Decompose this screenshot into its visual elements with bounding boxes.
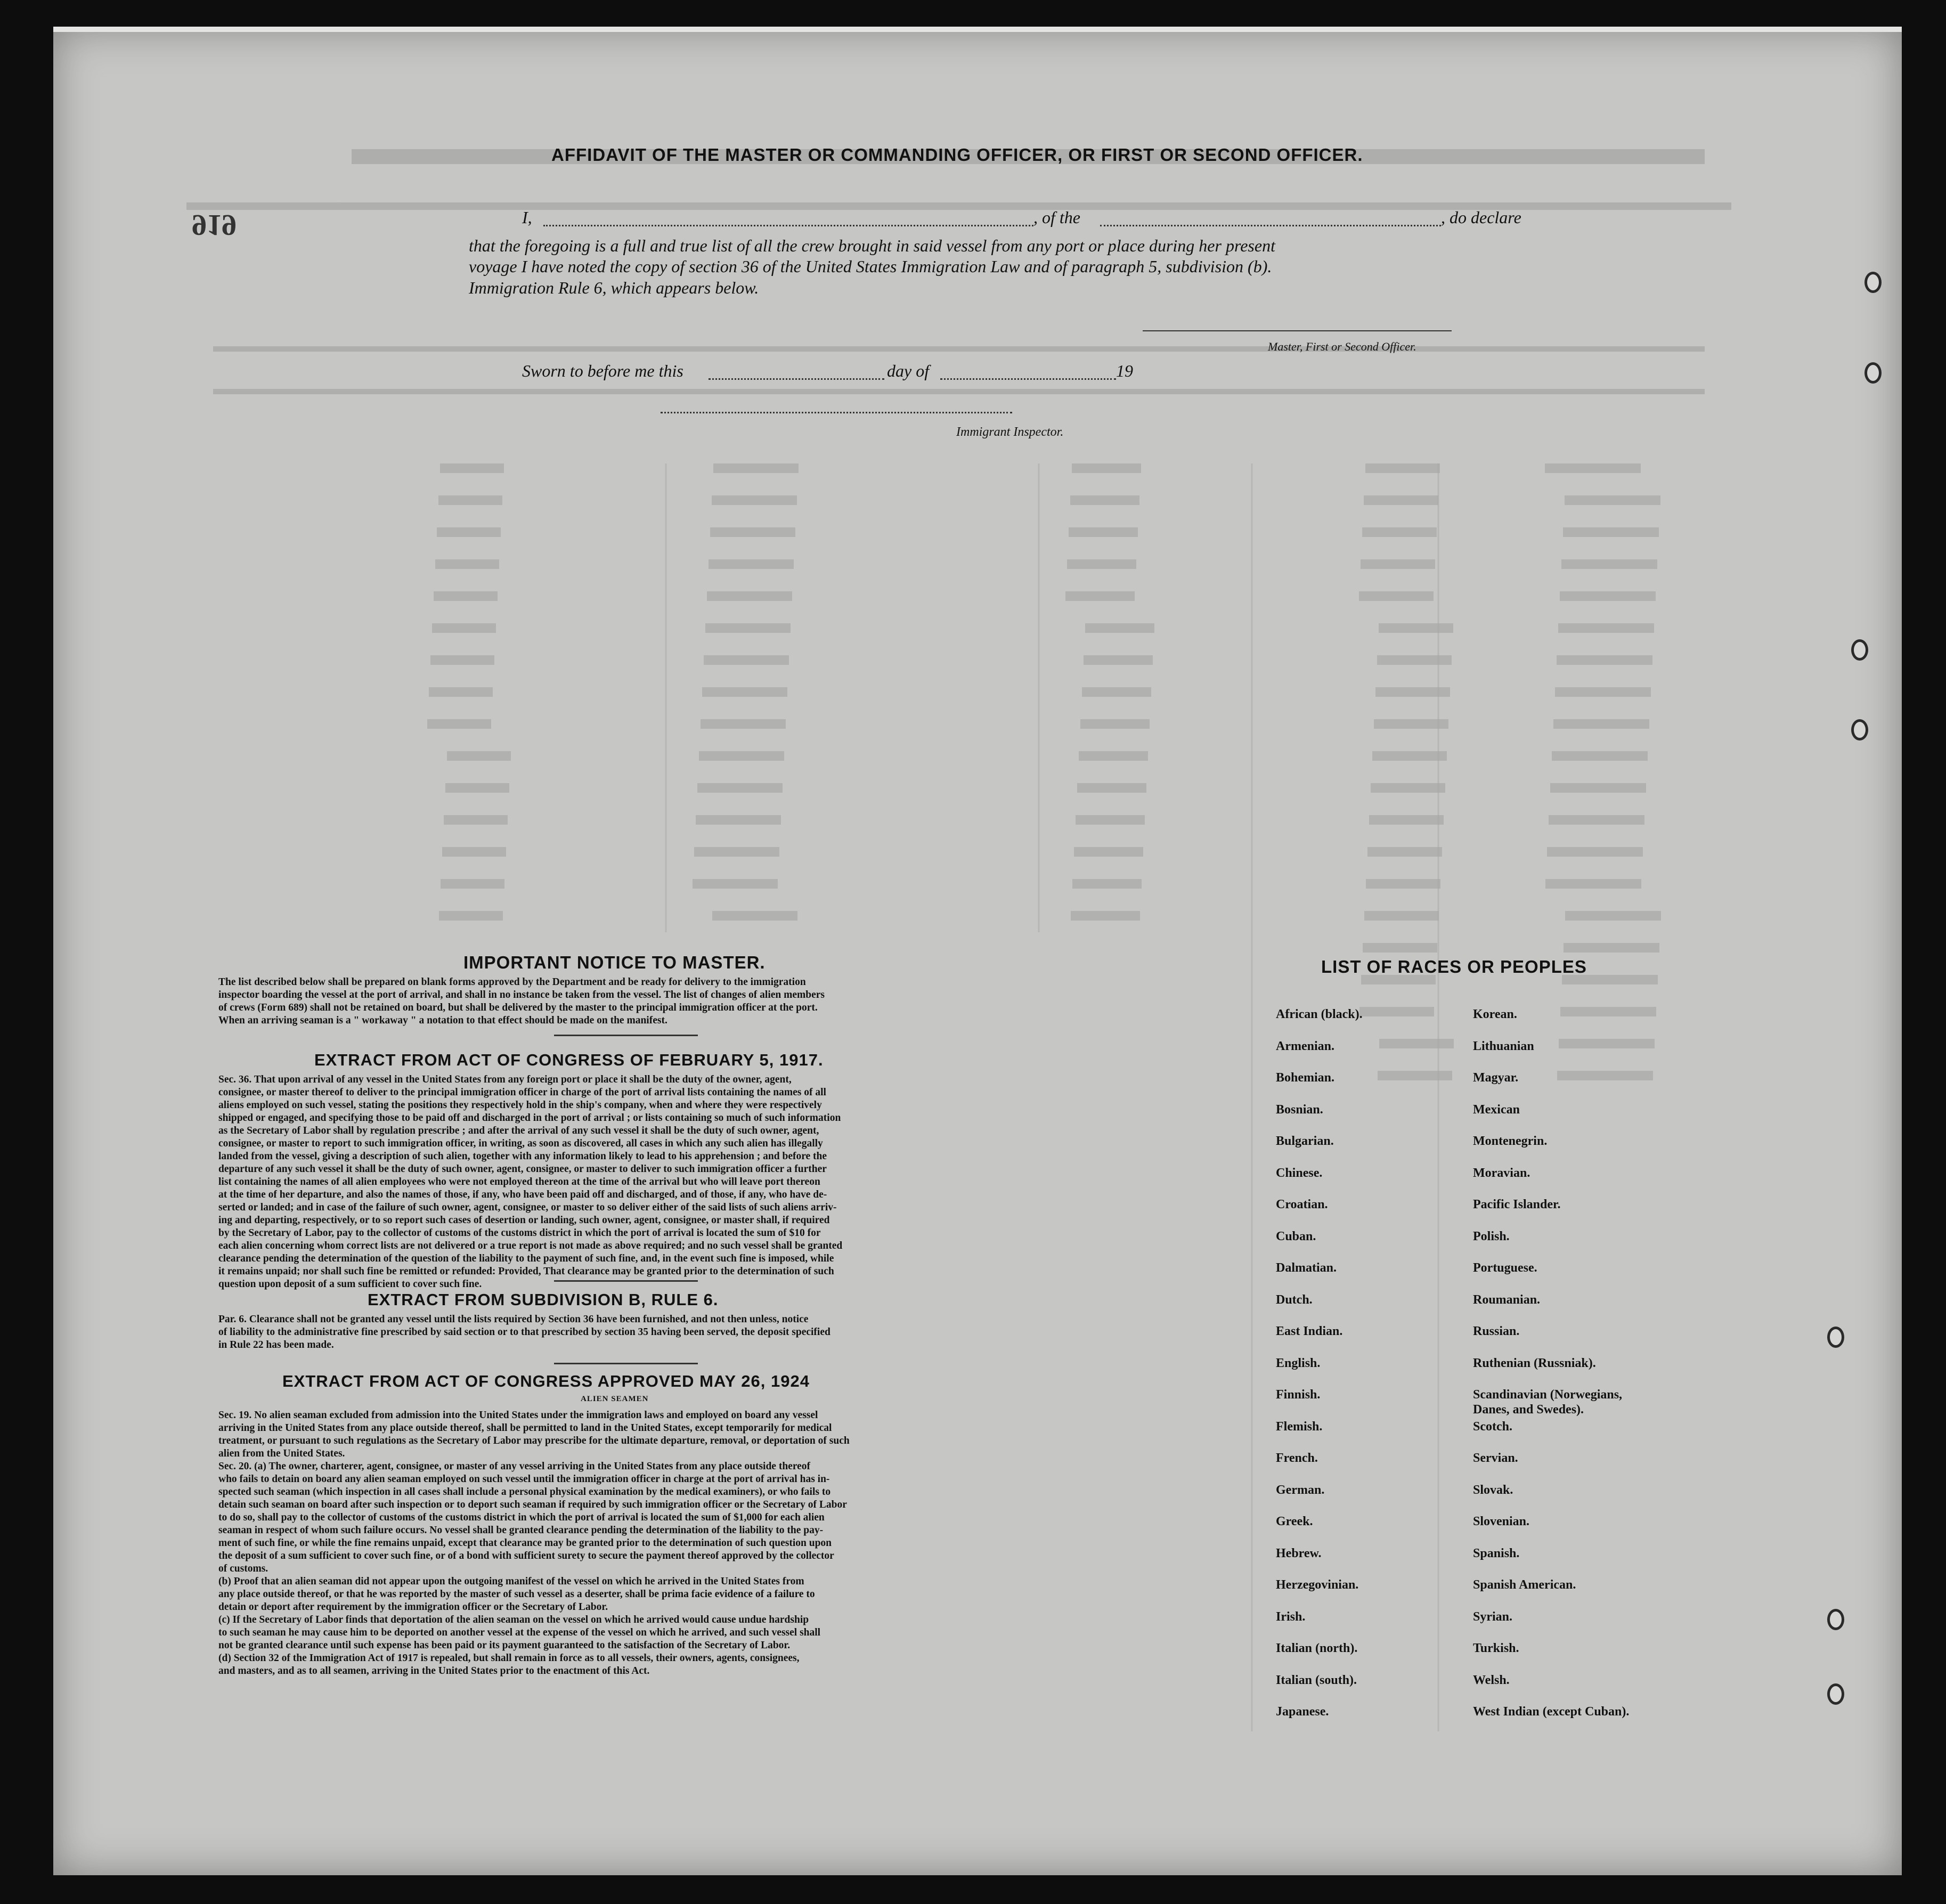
race-item: Bohemian. [1276, 1071, 1335, 1085]
race-item: East Indian. [1276, 1324, 1343, 1338]
extract-1924-title: EXTRACT FROM ACT OF CONGRESS APPROVED MAY 26, 1924 [282, 1372, 810, 1390]
extract-rule6-text: Par. 6. Clearance shall not be granted any vessel until the lists required by Section 36 have been furnished, and not then unless, notice of liability to the administrative fine prescribed by said section or to that prescribed by section 35 having been served, the deposit specified in Rule 22 has been made. [218, 1314, 830, 1350]
punch-hole [1827, 1327, 1844, 1348]
race-item: Finnish. [1276, 1388, 1321, 1402]
race-item: Portuguese. [1473, 1261, 1537, 1275]
race-item: French. [1276, 1451, 1318, 1465]
race-item: Spanish American. [1473, 1578, 1576, 1592]
race-item: Croatian. [1276, 1198, 1328, 1211]
race-item: Cuban. [1276, 1229, 1316, 1243]
master-signature-line [1143, 330, 1452, 331]
race-item: Roumanian. [1473, 1292, 1541, 1307]
race-item: Polish. [1473, 1229, 1510, 1243]
year-prefix: 19 [1116, 361, 1133, 380]
affidavit-line-4: Immigration Rule 6, which appears below. [469, 278, 759, 297]
name-blank-line [543, 225, 1033, 226]
race-item: Italian (north). [1276, 1641, 1358, 1655]
race-item: Bulgarian. [1276, 1134, 1334, 1148]
extract-1924-subtitle: ALIEN SEAMEN [581, 1395, 649, 1403]
affidavit-i: I, [522, 208, 532, 227]
punch-hole [1864, 362, 1882, 384]
race-item: Dutch. [1276, 1292, 1313, 1307]
race-item: Russian. [1473, 1324, 1520, 1338]
extract-rule6-title: EXTRACT FROM SUBDIVISION B, RULE 6. [368, 1290, 719, 1309]
separator [554, 1363, 698, 1364]
race-item: German. [1276, 1483, 1325, 1497]
race-item: Servian. [1473, 1451, 1518, 1465]
race-item: Italian (south). [1276, 1673, 1357, 1687]
inspector-signature-line [661, 412, 1012, 413]
race-item: Moravian. [1473, 1166, 1530, 1180]
race-item: English. [1276, 1356, 1321, 1370]
punch-hole [1864, 272, 1882, 293]
page-edge [53, 27, 1902, 32]
race-item: West Indian (except Cuban). [1473, 1705, 1630, 1719]
race-item: Chinese. [1276, 1166, 1323, 1180]
affidavit-title: AFFIDAVIT OF THE MASTER OR COMMANDING OFFICER, OR FIRST OR SECOND OFFICER. [551, 145, 1363, 165]
race-item: Ruthenian (Russniak). [1473, 1356, 1596, 1370]
punch-hole [1851, 639, 1868, 661]
inspector-label: Immigrant Inspector. [956, 425, 1064, 439]
marginal-number: 919 [192, 208, 237, 241]
vessel-blank-line [1100, 225, 1441, 226]
race-item: Slovenian. [1473, 1515, 1530, 1528]
punch-hole [1827, 1609, 1844, 1630]
race-item: Japanese. [1276, 1705, 1329, 1719]
race-item: Armenian. [1276, 1039, 1334, 1053]
race-item: Bosnian. [1276, 1102, 1323, 1117]
race-item: Syrian. [1473, 1609, 1513, 1624]
race-item: African (black). [1276, 1007, 1363, 1021]
affidavit-line-3: voyage I have noted the copy of section 36 of the United States Immigration Law and of paragraph 5, subdivision (b). [469, 257, 1272, 276]
extract-1917-text: Sec. 36. That upon arrival of any vessel in the United States from any foreign port or place it shall be the duty of the owner, agent, consignee, or master thereof to deliver to the principal immigration officer in charge of the port of arrival lists containing the names of all aliens employed on such vessel, stating the positions they respectively hold in the ship's company, when and where they were respectively shipped or engaged, and specifying those to be paid off and discharged in the port of arrival ; or lists containing so much of such information as the Secretary of Labor shall by regulation prescribe ; and after the arrival of any such vessel it shall be the duty of such owner, agent, consignee, or master to report to such immigration officer, in writing, as soon as discovered, all cases in which any such alien has illegally landed from the vessel, giving a description of such alien, together with any information likely to lead to his apprehension ; and before the departure of any such vessel it shall be the duty of such owner, agent, consignee, or master to deliver to such immigration officer a further list containing the names of all alien employees who were not employed thereon at the time of the arrival but who will leave port thereon at the time of her departure, and also the names of those, if any, who have been paid off and discharged, and of those, if any, who have de- serted or landed; and in case of the failure of such owner, agent, consignee, or master to so deliver either of the said lists of such aliens arriv- ing and departing, respectively, or to so report such cases of desertion or landing, such owner, agent, consignee, or master shall, if required by the Secretary of Labor, pay to the collector of customs of the customs district in which the port of arrival is located the sum of $10 for each alien concerning whom correct lists are not delivered or a true report is not made as above required; and no such vessel shall be granted clearance pending the determination of the question of the liability to the payment of such fine, and, in the event such fine is imposed, while it remains unpaid; nor shall such fine be remitted or refunded: Provided, That clearance may be granted prior to the determination of such question upon deposit of a sum sufficient to cover such fine. [218, 1074, 843, 1290]
affidavit-of-the: , of the [1033, 208, 1080, 227]
race-item: Greek. [1276, 1515, 1313, 1528]
race-item: Hebrew. [1276, 1546, 1322, 1560]
separator [554, 1035, 698, 1036]
affidavit-declare: , do declare [1441, 208, 1521, 227]
punch-hole [1851, 719, 1868, 741]
race-item: Lithuanian [1473, 1039, 1534, 1053]
affidavit-line-2: that the foregoing is a full and true list of all the crew brought in said vessel from any port or place during her present [469, 236, 1275, 255]
document-page [53, 27, 1902, 1875]
sworn-label: Sworn to before me this [522, 361, 683, 380]
sworn-month-line [940, 378, 1116, 380]
notice-title: IMPORTANT NOTICE TO MASTER. [463, 953, 766, 972]
race-item: Slovak. [1473, 1483, 1513, 1497]
race-item: Spanish. [1473, 1546, 1520, 1560]
notice-text: The list described below shall be prepared on blank forms approved by the Department and be ready for delivery to the immigration inspector boarding the vessel at the port of arrival, and shall in no instance be taken from the vessel. The list of changes of alien members of crews (Form 689) shall not be retained on board, but shall be delivered by the master to the principal immigration officer at the port. When an arriving seaman is a " workaway " a notation to that effect should be made on the manifest. [218, 977, 825, 1026]
race-item: Montenegrin. [1473, 1134, 1548, 1148]
separator [554, 1280, 698, 1282]
race-item: Herzegovinian. [1276, 1578, 1359, 1592]
race-item: Dalmatian. [1276, 1261, 1337, 1275]
race-item: Korean. [1473, 1007, 1517, 1021]
race-item: Turkish. [1473, 1641, 1519, 1655]
day-of-label: day of [887, 361, 930, 380]
race-item: Flemish. [1276, 1419, 1323, 1434]
master-signature-label: Master, First or Second Officer. [1268, 340, 1416, 353]
extract-1924-text: Sec. 19. No alien seaman excluded from admission into the United States under the immigration laws and employed on board any vessel arriving in the United States from any place outside thereof, shall be permitted to land in the United States, except temporarily for medical treatment, or pursuant to such regulations as the Secretary of Labor may prescribe for the ultimate departure, removal, or deportation of such alien from the United States. Sec. 20. (a) The owner, charterer, agent, consignee, or master of any vessel arriving in the United States from any place outside thereof who fails to detain on board any alien seaman employed on such vessel until the immigration officer in charge at the port of arrival has in- spected such seaman (which inspection in all cases shall include a personal physical examination by the medical examiners), or who fails to detain such seaman on board after such inspection or to deport such seaman if required by such immigration officer or the Secretary of Labor to do so, shall pay to the collector of customs of the customs district in which the port of arrival is located the sum of $1,000 for each alien seaman in respect of whom such failure occurs. No vessel shall be granted clearance pending the determination of the liability to the pay- ment of such fine, or while the fine remains unpaid, except that clearance may be granted prior to the determination of such question upon the deposit of a sum sufficient to cover such fine, or of a bond with sufficient surety to secure the payment thereof approved by the collector of customs. (b) Proof that an alien seaman did not appear upon the outgoing manifest of the vessel on which he arrived in the United States from any place outside thereof, or that he was reported by the master of such vessel as a deserter, shall be prima facie evidence of a failure to detain or deport after requirement by the immigration officer or the Secretary of Labor. (c) If the Secretary of Labor finds that deportation of the alien seaman on the vessel on which he arrived would cause undue hardship to such seaman he may cause him to be deported on another vessel at the expense of the vessel on which he arrived, and such vessel shall not be granted clearance until such expense has been paid or its payment guaranteed to the satisfaction of the Secretary of Labor. (d) Section 32 of the Immigration Act of 1917 is repealed, but shall remain in force as to all vessels, their owners, agents, consignees, and masters, and as to all seamen, arriving in the United States prior to the enactment of this Act. [218, 1410, 850, 1677]
punch-hole [1827, 1683, 1844, 1705]
race-item: Magyar. [1473, 1071, 1519, 1085]
extract-1917-title: EXTRACT FROM ACT OF CONGRESS OF FEBRUARY 5, 1917. [314, 1051, 824, 1069]
race-item: Welsh. [1473, 1673, 1510, 1687]
race-item: Pacific Islander. [1473, 1198, 1561, 1211]
race-item: Irish. [1276, 1609, 1306, 1624]
race-item: Mexican [1473, 1102, 1520, 1117]
race-item: Scotch. [1473, 1419, 1512, 1434]
sworn-day-line [709, 378, 884, 380]
race-item: Scandinavian (Norwegians, Danes, and Swedes). [1473, 1388, 1623, 1417]
races-title: LIST OF RACES OR PEOPLES [1321, 957, 1587, 977]
